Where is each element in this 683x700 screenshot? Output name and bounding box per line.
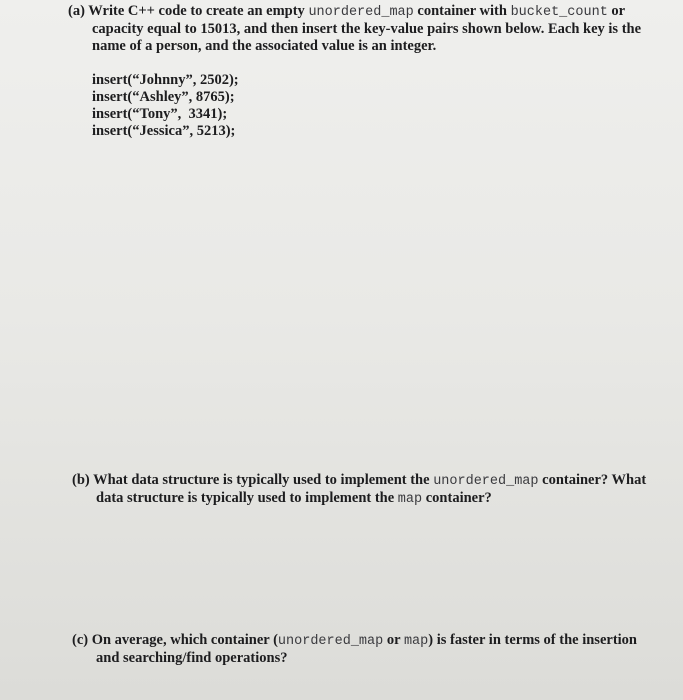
question-c-text: On average, which container ( — [91, 632, 278, 648]
question-c-text: ) is faster in terms of the insertion — [428, 632, 637, 648]
question-c-text: or — [383, 632, 404, 648]
code-line-ashley: insert(“Ashley”, 8765); — [92, 89, 235, 105]
question-b-text: container? — [422, 490, 492, 506]
code-unordered-map: unordered_map — [308, 5, 414, 20]
code-unordered-map: unordered_map — [433, 474, 539, 489]
question-c — [72, 632, 662, 667]
question-b-text: What data structure is typically used to implement the — [93, 472, 434, 488]
question-a-text: Write C++ code to create an empty — [88, 3, 309, 19]
question-b-label: (b) — [72, 472, 90, 488]
question-a-line-1 — [68, 3, 643, 21]
question-a-label: (a) — [68, 3, 85, 19]
code-bucket-count: bucket_count — [510, 5, 608, 20]
question-b-text: data structure is typically used to implement the — [96, 490, 398, 506]
question-a-text: container with — [413, 3, 511, 19]
code-unordered-map: unordered_map — [277, 634, 384, 649]
code-map: map — [403, 634, 429, 649]
code-line-jessica: insert(“Jessica”, 5213); — [92, 123, 236, 139]
question-c-label: (c) — [72, 632, 89, 648]
question-b-text: container? What — [538, 472, 647, 488]
question-b-line-2 — [72, 490, 657, 508]
question-b — [72, 472, 657, 508]
question-c-line-1 — [72, 632, 662, 650]
code-line-johnny: insert(“Johnny”, 2502); — [92, 72, 239, 88]
question-b-line-1 — [72, 472, 657, 490]
question-a — [68, 3, 643, 55]
question-a-line-3: name of a person, and the associated value is an integer. — [92, 38, 437, 54]
code-line-tony: insert(“Tony”, 3341); — [92, 106, 228, 122]
code-map: map — [397, 492, 423, 507]
question-a-line-2: capacity equal to 15013, and then insert the key-value pairs shown below. Each key is the — [92, 21, 642, 37]
question-a-text: or — [607, 3, 626, 19]
question-c-line-2: and searching/find operations? — [96, 650, 288, 666]
insert-code-block — [92, 72, 239, 140]
